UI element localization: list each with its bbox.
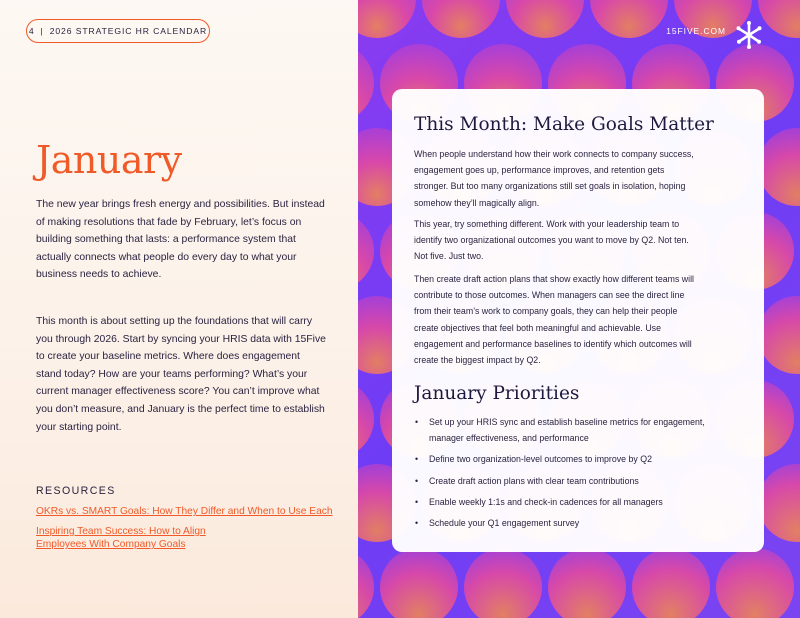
decorative-circle [358, 44, 374, 122]
priority-text: Schedule your Q1 engagement survey [429, 518, 580, 529]
decorative-circle [506, 0, 584, 38]
priorities-list [414, 414, 734, 536]
decorative-circle [758, 464, 800, 542]
decorative-circle [590, 0, 668, 38]
priority-text: Set up your HRIS sync and establish baseline metrics for engagement, manager effectiveness, and performance [429, 417, 705, 444]
decorative-circle [358, 212, 374, 290]
decorative-circle [422, 0, 500, 38]
header-separator: | [40, 26, 44, 36]
resource-link-team-success[interactable]: Inspiring Team Success: How to Align Employees With Company Goals [36, 526, 206, 550]
resources-heading: RESOURCES [36, 485, 116, 497]
intro-paragraph: The new year brings fresh energy and possibilities. But instead of making resolutions that fade by February, let’s focus on building something that lasts: a performance system that actually connects what people do every day to what your business needs to achieve. [36, 199, 325, 281]
decorative-circle [758, 296, 800, 374]
decorative-circle [758, 128, 800, 206]
card-paragraph-3: Then create draft action plans that show exactly how different teams will contribute to those outcomes. When managers can see the direct line from their team’s work to company goals, they can help their people create objectives that feel both meaningful and achievable. Use engagement and performance baselines to identify which outcomes will create the biggest impact by Q2. [414, 274, 695, 366]
brand-url: 15FIVE.COM [666, 26, 726, 36]
priority-item [414, 414, 734, 446]
decorative-circle [358, 0, 416, 38]
priority-text: Define two organization-level outcomes to improve by Q2 [429, 454, 652, 465]
bullet: • [415, 475, 419, 486]
priorities-title: January Priorities [414, 383, 580, 404]
priority-item [414, 473, 734, 489]
decorative-circle [464, 548, 542, 618]
bullet: • [415, 417, 419, 427]
decorative-circle [380, 548, 458, 618]
priority-item [414, 451, 734, 467]
bullet: • [415, 454, 419, 465]
decorative-circle [758, 0, 800, 38]
decorative-circle [358, 548, 374, 618]
goals-card [392, 89, 764, 552]
decorative-circle [716, 548, 794, 618]
page-header-pill [26, 19, 210, 43]
priority-item [414, 515, 734, 531]
priority-item [414, 494, 734, 510]
priority-text: Create draft action plans with clear team contributions [429, 475, 639, 486]
starburst-logo-icon [734, 20, 764, 50]
left-panel [0, 0, 358, 618]
calendar-title: 2026 STRATEGIC HR CALENDAR [49, 26, 208, 36]
card-title: This Month: Make Goals Matter [414, 114, 714, 135]
bullet: • [415, 518, 419, 529]
decorative-circle [632, 548, 710, 618]
resource-link-okrs-vs-smart[interactable]: OKRs vs. SMART Goals: How They Differ and When to Use Each [36, 506, 333, 517]
decorative-circle [358, 380, 374, 458]
decorative-circle [548, 548, 626, 618]
foundation-paragraph: This month is about setting up the foundations that will carry you through 2026. Start by syncing your HRIS data with 15Five to create your baseline metrics. Where does engagement stand today? How are your teams performing? What’s your current manager effectiveness score? You can’t improve what you don’t measure, and January is the perfect time to establish your starting point. [36, 316, 326, 433]
card-paragraph-1: When people understand how their work connects to company success, engagement goes up, performance improves, and retention gets stronger. But too many organizations still set goals in isolation, hoping somehow they’ll magically align. [414, 149, 694, 208]
priority-text: Enable weekly 1:1s and check-in cadences for all managers [429, 496, 663, 507]
bullet: • [415, 496, 419, 507]
month-title: January [36, 138, 182, 182]
card-paragraph-2: This year, try something different. Work with your leadership team to identify two organizational outcomes you want to move by Q2. Not ten. Not five. Just two. [414, 219, 689, 262]
page-number: 4 [28, 26, 35, 36]
